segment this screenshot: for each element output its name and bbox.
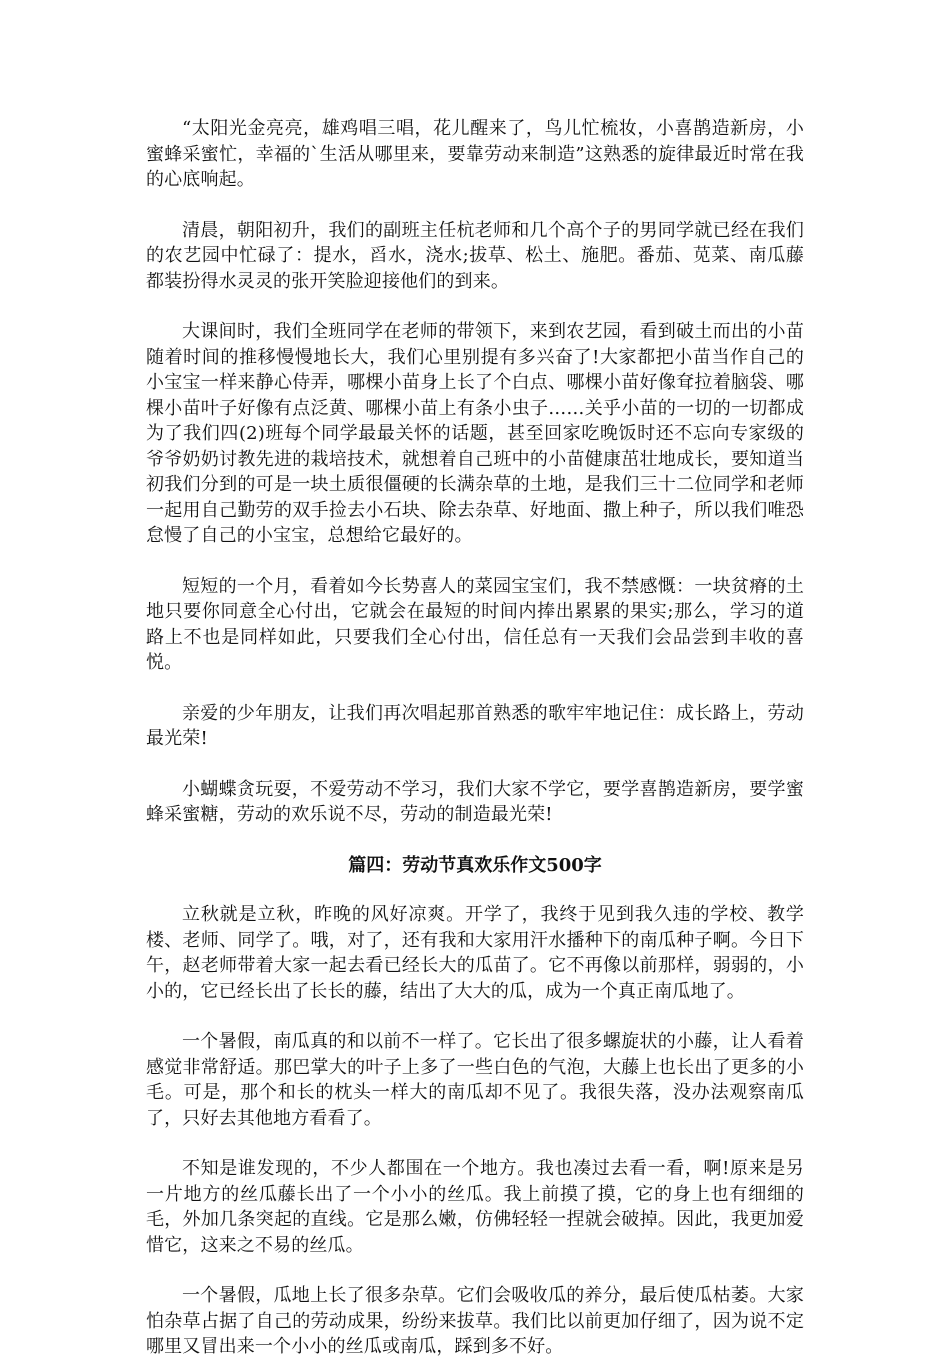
paragraph: 大课间时，我们全班同学在老师的带领下，来到农艺园，看到破土而出的小苗随着时间的推移慢慢地长大，我们心里别提有多兴奋了!大家都把小苗当作自己的小宝宝一样来静心侍弄，哪棵小苗身上长了个白点、哪棵小苗好像耷拉着脑袋、哪棵小苗叶子好像有点泛黄、哪棵小苗上有条小虫子……关乎小苗的一切的一切都成为了我们四(2)班每个同学最最关怀的话题，甚至回家吃晚饭时还不忘向专家级的爷爷奶奶讨教先进的栽培技术，就想着自己班中的小苗健康茁壮地成长，要知道当初我们分到的可是一块土质很僵硬的长满杂草的土地，是我们三十二位同学和老师一起用自己勤劳的双手捡去小石块、除去杂草、好地面、撒上种子，所以我们唯恐怠慢了自己的小宝宝，总想给它最好的。 bbox=[146, 321, 804, 546]
paragraph: “太阳光金亮亮，雄鸡唱三唱，花儿醒来了，鸟儿忙梳妆，小喜鹊造新房，小蜜蜂采蜜忙，幸福的`生活从哪里来，要靠劳动来制造”这熟悉的旋律最近时常在我的心底响起。 bbox=[146, 118, 804, 190]
paragraph: 清晨，朝阳初升，我们的副班主任杭老师和几个高个子的男同学就已经在我们的农艺园中忙碌了：提水，舀水，浇水;拔草、松土、施肥。番茄、苋菜、南瓜藤都装扮得水灵灵的张开笑脸迎接他们的到来。 bbox=[146, 219, 804, 292]
section-heading: 篇四：劳动节真欢乐作文500字 bbox=[348, 854, 602, 876]
paragraph: 一个暑假，瓜地上长了很多杂草。它们会吸收瓜的养分，最后使瓜枯萎。大家怕杂草占据了自己的劳动成果，纷纷来拔草。我们比以前更加仔细了，因为说不定哪里又冒出来一个小小的丝瓜或南瓜，踩到多不好。 bbox=[146, 1285, 804, 1357]
paragraph: 立秋就是立秋，昨晚的风好凉爽。开学了，我终于见到我久违的学校、教学楼、老师、同学了。哦，对了，还有我和大家用汗水播种下的南瓜种子啊。今日下午，赵老师带着大家一起去看已经长大的瓜苗了。它不再像以前那样，弱弱的，小小的，它已经长出了长长的藤，结出了大大的瓜，成为一个真正南瓜地了。 bbox=[146, 904, 804, 1002]
paragraph: 一个暑假，南瓜真的和以前不一样了。它长出了很多螺旋状的小藤，让人看着感觉非常舒适。那巴掌大的叶子上多了一些白色的气泡，大藤上也长出了更多的小毛。可是，那个和长的枕头一样大的南瓜却不见了。我很失落，没办法观察南瓜了，只好去其他地方看看了。 bbox=[146, 1031, 804, 1129]
paragraph: 亲爱的少年朋友，让我们再次唱起那首熟悉的歌牢牢地记住：成长路上，劳动最光荣! bbox=[146, 702, 804, 749]
paragraph: 短短的一个月，看着如今长势喜人的菜园宝宝们，我不禁感慨：一块贫瘠的土地只要你同意全心付出，它就会在最短的时间内捧出累累的果实;那么，学习的道路上不也是同样如此，只要我们全心付出，信任总有一天我们会品尝到丰收的喜悦。 bbox=[146, 575, 804, 673]
paragraph: 不知是谁发现的，不少人都围在一个地方。我也凑过去看一看，啊!原来是另一片地方的丝瓜藤长出了一个小小的丝瓜。我上前摸了摸，它的身上也有细细的毛，外加几条突起的直线。它是那么嫩，仿佛轻轻一捏就会破掉。因此，我更加爱惜它，这来之不易的丝瓜。 bbox=[146, 1158, 804, 1256]
paragraph: 小蝴蝶贪玩耍，不爱劳动不学习，我们大家不学它，要学喜鹊造新房，要学蜜蜂采蜜糖，劳动的欢乐说不尽，劳动的制造最光荣! bbox=[146, 778, 804, 825]
